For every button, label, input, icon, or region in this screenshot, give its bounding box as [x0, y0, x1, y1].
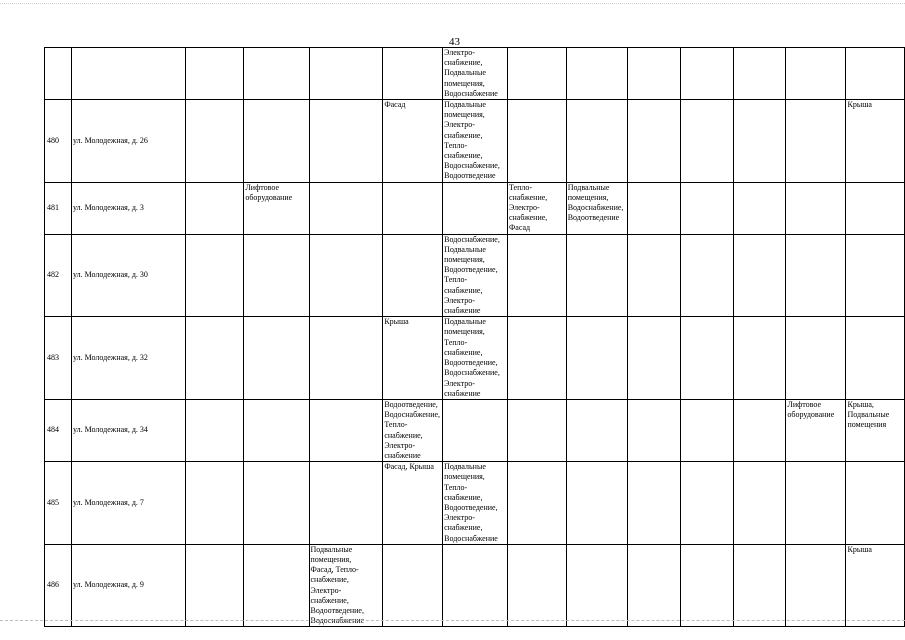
- table-row: [45, 544, 905, 627]
- table-cell: [628, 234, 681, 317]
- table-cell: [309, 462, 383, 545]
- table-cell: [786, 182, 846, 234]
- table-cell: [244, 48, 309, 100]
- table-row: [45, 399, 905, 461]
- table-cell: [309, 317, 383, 400]
- table-cell: [185, 544, 244, 627]
- table-cell: [846, 234, 905, 317]
- table-cell: [733, 544, 786, 627]
- table-cell: [244, 317, 309, 400]
- table-cell: [244, 462, 309, 545]
- repair-schedule-table: [44, 47, 905, 627]
- table-cell: [566, 48, 627, 100]
- table-row: [45, 462, 905, 545]
- table-cell: Крыша: [846, 544, 905, 627]
- table-cell: [244, 399, 309, 461]
- table-cell: [680, 399, 733, 461]
- table-cell: [628, 317, 681, 400]
- table-cell: Водоснабжение, Подвальные помещения, Водоотведение, Тепло- снабжение, Электро- снабжение: [443, 234, 508, 317]
- table-cell: [846, 317, 905, 400]
- table-cell: [628, 399, 681, 461]
- table-cell: [244, 234, 309, 317]
- table-row: [45, 234, 905, 317]
- table-cell: Электро- снабжение, Подвальные помещения, Водоснабжение: [443, 48, 508, 100]
- row-address: ул. Молодежная, д. 34: [71, 399, 185, 461]
- row-address: ул. Молодежная, д. 9: [71, 544, 185, 627]
- scan-edge-bottom: [0, 620, 905, 622]
- table-cell: [383, 544, 443, 627]
- table-cell: Подвальные помещения, Фасад, Тепло- снабжение, Электро- снабжение, Водоотведение, Водоснабжение: [309, 544, 383, 627]
- table-cell: [309, 100, 383, 183]
- table-cell: [309, 399, 383, 461]
- table-cell: [733, 317, 786, 400]
- scan-edge-top: [0, 3, 905, 5]
- row-number: 484: [45, 399, 72, 461]
- table-cell: [628, 544, 681, 627]
- table-cell: [680, 462, 733, 545]
- table-cell: [733, 399, 786, 461]
- table-cell: [383, 182, 443, 234]
- table-cell: [507, 462, 566, 545]
- table-cell: [185, 399, 244, 461]
- table-cell: [309, 48, 383, 100]
- table-cell: [507, 48, 566, 100]
- row-address: [71, 48, 185, 100]
- table-cell: [185, 48, 244, 100]
- row-number: 481: [45, 182, 72, 234]
- table-cell: [566, 234, 627, 317]
- table-cell: Крыша: [846, 100, 905, 183]
- table-cell: [507, 399, 566, 461]
- table-cell: [244, 544, 309, 627]
- table-cell: [383, 48, 443, 100]
- table-cell: [846, 462, 905, 545]
- table-cell: [309, 182, 383, 234]
- table-cell: [733, 462, 786, 545]
- row-address: ул. Молодежная, д. 32: [71, 317, 185, 400]
- table-cell: [507, 317, 566, 400]
- table-cell: Фасад: [383, 100, 443, 183]
- table-cell: [846, 48, 905, 100]
- table-cell: [566, 100, 627, 183]
- table-cell: [185, 317, 244, 400]
- table-cell: Крыша, Подвальные помещения: [846, 399, 905, 461]
- table-cell: Подвальные помещения, Тепло- снабжение, Водоотведение, Электро- снабжение, Водоснабжение: [443, 462, 508, 545]
- table-cell: [680, 234, 733, 317]
- table-cell: [185, 182, 244, 234]
- table-cell: [628, 100, 681, 183]
- table-cell: [786, 100, 846, 183]
- table-cell: Подвальные помещения, Водоснабжение, Водоотведение: [566, 182, 627, 234]
- table-row: [45, 48, 905, 100]
- table-cell: [733, 182, 786, 234]
- table-cell: [185, 100, 244, 183]
- table-cell: [628, 182, 681, 234]
- table-cell: Подвальные помещения, Тепло- снабжение, Водоотведение, Водоснабжение, Электро- снабжение: [443, 317, 508, 400]
- table-cell: Фасад, Крыша: [383, 462, 443, 545]
- table-cell: [786, 544, 846, 627]
- table-cell: [185, 234, 244, 317]
- table-cell: [733, 48, 786, 100]
- page-number: 43: [449, 36, 460, 48]
- table-cell: [786, 317, 846, 400]
- row-number: 482: [45, 234, 72, 317]
- row-number: 486: [45, 544, 72, 627]
- table-cell: [244, 100, 309, 183]
- table-cell: [628, 48, 681, 100]
- table-cell: Лифтовое оборудование: [244, 182, 309, 234]
- table-cell: [846, 182, 905, 234]
- table-cell: Водоотведение, Водоснабжение, Тепло-снабжение, Электро-снабжение: [383, 399, 443, 461]
- table-cell: [680, 317, 733, 400]
- table-cell: Тепло- снабжение, Электро- снабжение, Фасад: [507, 182, 566, 234]
- table-cell: [566, 462, 627, 545]
- table-cell: [680, 182, 733, 234]
- table-row: [45, 317, 905, 400]
- row-number: [45, 48, 72, 100]
- table-cell: Подвальные помещения, Электро- снабжение, Тепло- снабжение, Водоснабжение, Водоотведение: [443, 100, 508, 183]
- table-cell: [185, 462, 244, 545]
- table-cell: [680, 100, 733, 183]
- table-cell: [443, 182, 508, 234]
- table-cell: [383, 234, 443, 317]
- table-cell: [443, 399, 508, 461]
- row-address: ул. Молодежная, д. 30: [71, 234, 185, 317]
- row-address: ул. Молодежная, д. 26: [71, 100, 185, 183]
- table-cell: Крыша: [383, 317, 443, 400]
- row-number: 485: [45, 462, 72, 545]
- table-cell: [680, 544, 733, 627]
- table-cell: [443, 544, 508, 627]
- table-cell: [786, 462, 846, 545]
- table-cell: [507, 544, 566, 627]
- table-cell: [733, 234, 786, 317]
- table-cell: [786, 234, 846, 317]
- table-cell: Лифтовое оборудование: [786, 399, 846, 461]
- table-cell: [628, 462, 681, 545]
- table-cell: [566, 399, 627, 461]
- table-cell: [786, 48, 846, 100]
- table-row: [45, 100, 905, 183]
- table-cell: [733, 100, 786, 183]
- table-cell: [680, 48, 733, 100]
- table-cell: [309, 234, 383, 317]
- table-row: [45, 182, 905, 234]
- row-number: 480: [45, 100, 72, 183]
- row-address: ул. Молодежная, д. 7: [71, 462, 185, 545]
- table-cell: [507, 234, 566, 317]
- table-cell: [566, 544, 627, 627]
- table-cell: [507, 100, 566, 183]
- row-number: 483: [45, 317, 72, 400]
- table-cell: [566, 317, 627, 400]
- row-address: ул. Молодежная, д. 3: [71, 182, 185, 234]
